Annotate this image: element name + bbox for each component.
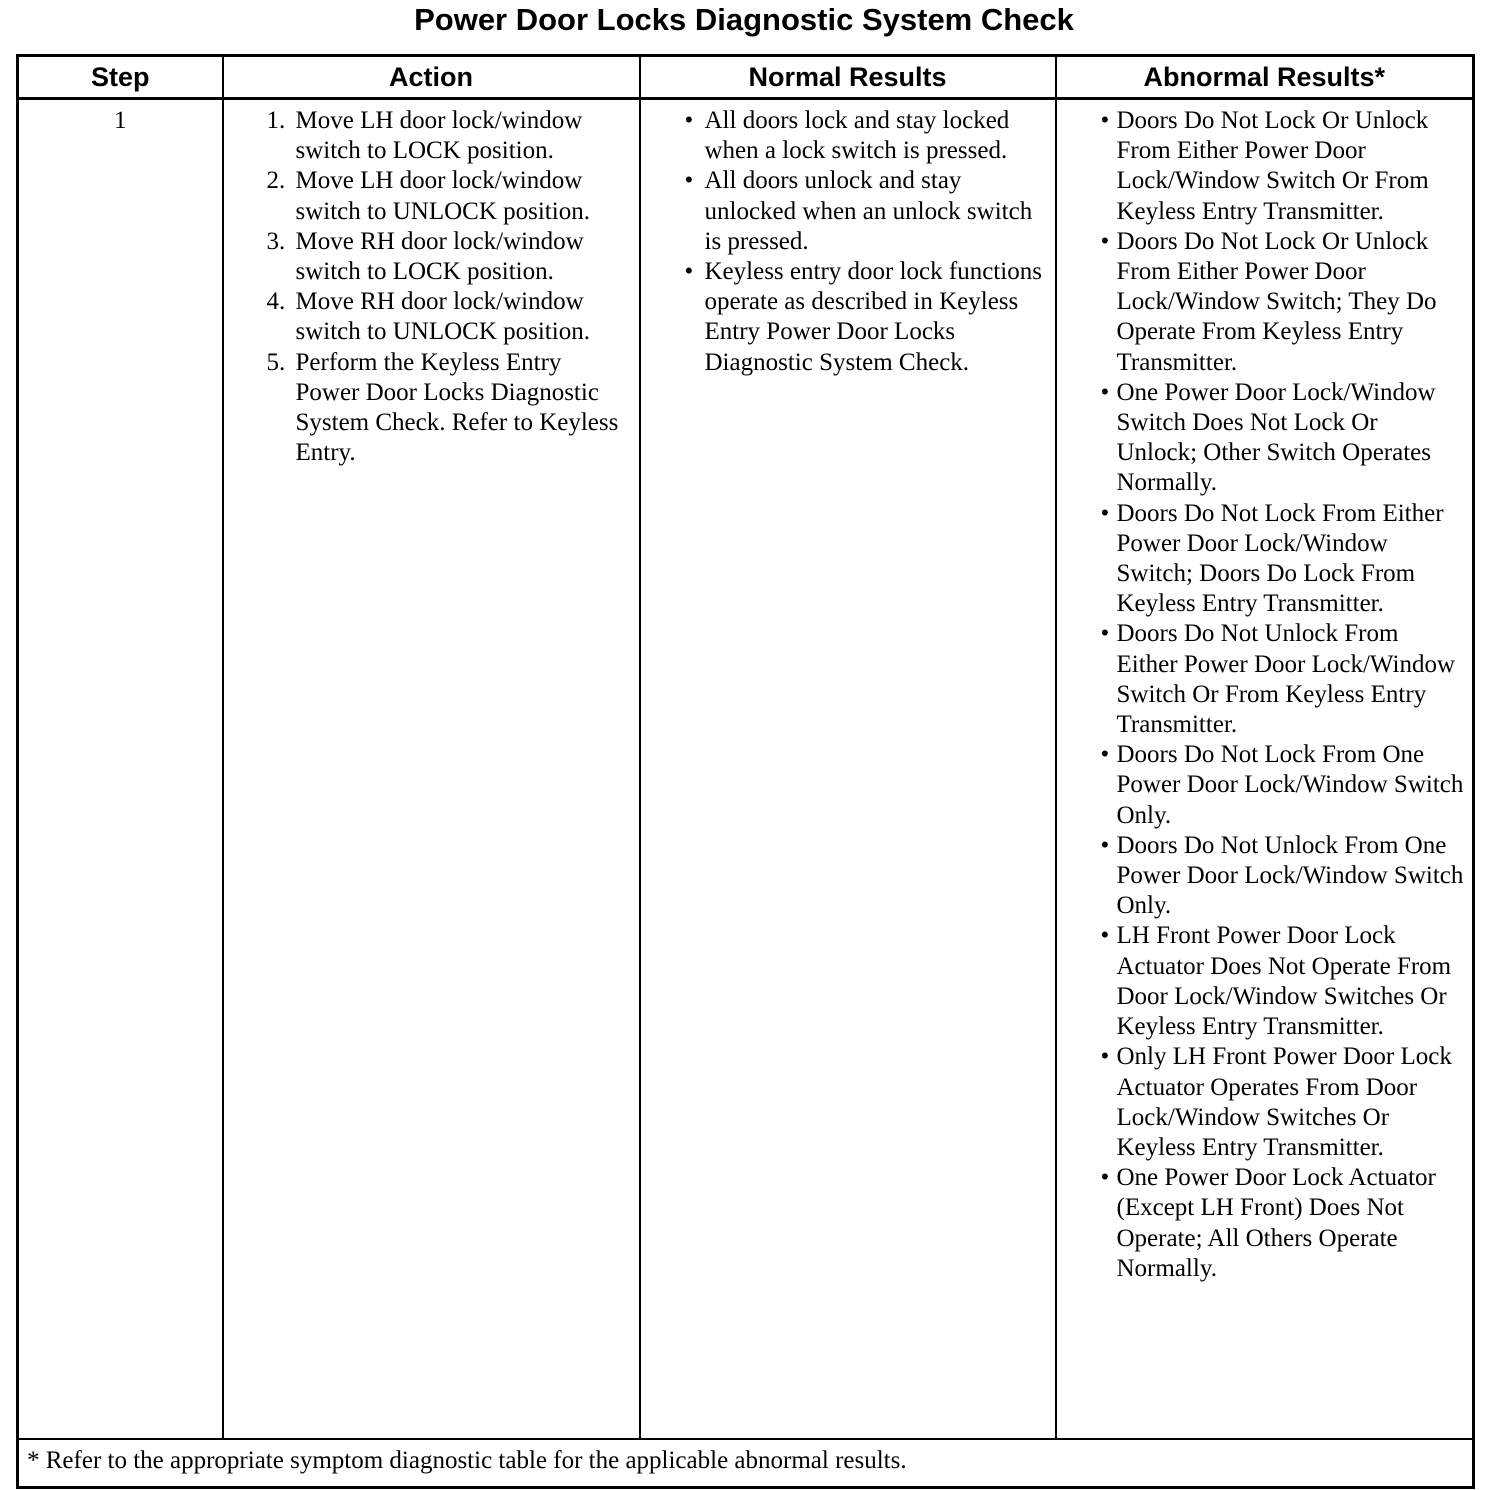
bullet-icon: • (1100, 499, 1110, 527)
bullet-icon: • (1100, 922, 1110, 950)
list-item-text: All doors lock and stay locked when a lock switch is pressed. (704, 107, 1010, 165)
header-step: Step (18, 56, 223, 99)
bullet-icon: • (1100, 620, 1110, 648)
list-item (1065, 740, 1465, 831)
header-normal-results: Normal Results (640, 56, 1056, 99)
list-item (649, 106, 1047, 166)
header-row (18, 56, 1474, 99)
list-item-text: Keyless entry door lock functions operate as described in Keyless Entry Power Door Locks Diagnostic System Check. (704, 258, 1042, 376)
abnormal-results-cell (1056, 99, 1474, 1440)
list-item: 2. Move LH door lock/window switch to UNLOCK position. (292, 166, 631, 226)
list-item (1065, 1163, 1465, 1284)
list-item (1065, 1042, 1465, 1163)
footnote: * Refer to the appropriate symptom diagnostic table for the applicable abnormal results. (18, 1439, 1474, 1488)
action-list (232, 106, 631, 468)
list-item-text: One Power Door Lock/Window Switch Does Not Lock Or Unlock; Other Switch Operates Normally. (1116, 378, 1436, 497)
list-item-text: One Power Door Lock Actuator (Except LH Front) Does Not Operate; All Others Operate Normally. (1116, 1164, 1436, 1282)
bullet-icon: • (1100, 1043, 1110, 1071)
bullet-icon: • (1100, 227, 1110, 255)
list-item: 3. Move RH door lock/window switch to LOCK position. (292, 227, 631, 287)
step-cell: 1 (18, 99, 223, 1440)
list-item (1065, 378, 1465, 499)
table-row (18, 99, 1474, 1440)
bullet-icon: • (1100, 1164, 1110, 1192)
list-item (649, 166, 1047, 257)
bullet-icon: • (1100, 107, 1110, 134)
bullet-icon: • (684, 258, 694, 286)
footnote-row (18, 1439, 1474, 1488)
list-item-text: Only LH Front Power Door Lock Actuator Operates From Door Lock/Window Switches Or Keyless Entry Transmitter. (1116, 1043, 1452, 1161)
list-item (1065, 499, 1465, 620)
bullet-icon: • (1100, 741, 1110, 769)
list-item (649, 257, 1047, 378)
list-item-text: Doors Do Not Unlock From Either Power Door Lock/Window Switch Or From Keyless Entry Transmitter. (1116, 620, 1456, 739)
abnormal-results-list (1065, 106, 1465, 1284)
action-cell (223, 99, 640, 1440)
header-action: Action (223, 56, 640, 99)
list-item: 4. Move RH door lock/window switch to UNLOCK position. (292, 287, 631, 347)
list-item-text: Doors Do Not Lock Or Unlock From Either Power Door Lock/Window Switch Or From Keyless Entry Transmitter. (1116, 107, 1429, 225)
diagnostic-table (16, 54, 1475, 1489)
page-title: Power Door Locks Diagnostic System Check (414, 2, 1074, 37)
list-item (1065, 921, 1465, 1042)
header-abnormal-results: Abnormal Results* (1056, 56, 1474, 99)
bullet-icon: • (684, 167, 694, 195)
normal-results-cell (640, 99, 1056, 1440)
bullet-icon: • (1100, 831, 1110, 859)
list-item (1065, 831, 1465, 922)
bullet-icon: • (1100, 378, 1110, 406)
list-item-text: All doors unlock and stay unlocked when an unlock switch is pressed. (704, 167, 1033, 255)
list-item-text: LH Front Power Door Lock Actuator Does Not Operate From Door Lock/Window Switches Or Keyless Entry Transmitter. (1116, 922, 1452, 1041)
list-item-text: Doors Do Not Lock Or Unlock From Either Power Door Lock/Window Switch; They Do Operate From Keyless Entry Transmitter. (1116, 227, 1437, 376)
list-item-text: Doors Do Not Lock From One Power Door Lock/Window Switch Only. (1116, 741, 1464, 829)
list-item-text: Doors Do Not Unlock From One Power Door Lock/Window Switch Only. (1116, 831, 1464, 920)
list-item: 1. Move LH door lock/window switch to LOCK position. (292, 106, 631, 166)
list-item: 5. Perform the Keyless Entry Power Door Locks Diagnostic System Check. Refer to Keyless Entry. (292, 348, 631, 469)
list-item-text: Doors Do Not Lock From Either Power Door Lock/Window Switch; Doors Do Lock From Keyless Entry Transmitter. (1116, 499, 1444, 618)
list-item (1065, 106, 1465, 227)
list-item (1065, 227, 1465, 378)
list-item (1065, 619, 1465, 740)
bullet-icon: • (684, 107, 694, 134)
normal-results-list (649, 106, 1047, 378)
